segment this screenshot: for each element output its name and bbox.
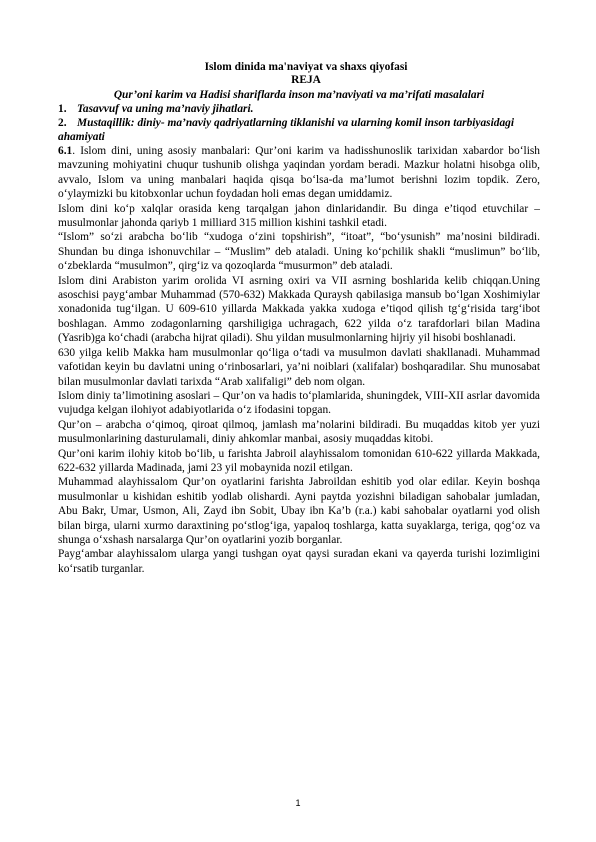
plan-item-text: Mustaqillik: diniy- ma’naviy qadriyatlarning tiklanishi va ularning komil inson tarbiyasidagi ahamiyati [58, 117, 515, 143]
plan-item [58, 102, 540, 116]
plan-item [58, 116, 540, 144]
paragraph: Qur’oni karim ilohiy kitob bo‘lib, u farishta Jabroil alayhissalom tomonidan 610-622 yillarda Makkada, 622-632 yillarda Madinada, jami 23 yil mobaynida nozil etilgan. [58, 447, 540, 474]
plan-item-number: 2. [58, 117, 67, 129]
paragraph: Islom dini ko‘p xalqlar orasida keng tarqalgan jahon dinlaridandir. Bu dinga e’tiqod etuvchilar – musulmonlar jahonda qariyb 1 milliard 315 million kishini tashkil etadi. [58, 202, 540, 230]
page-number: 1 [295, 798, 301, 808]
plan-item-text: Tasavvuf va uning ma’naviy jihatlari. [77, 103, 254, 115]
document-page [58, 61, 540, 576]
plan-item-number: 1. [58, 103, 67, 115]
paragraph-text: . Islom dini, uning asosiy manbalari: Qur’oni karim va hadisshunoslik tarixidan xabardor bo‘lish mavzuning mohiyatini chuqur tushunib olishga yaqindan yordam beradi. Mazkur holatni hisobga olib, avvalo, Islom va uning manbalari haqida qisqa bo‘lsa-da ma’lumot berishni lozim topdik. Zero, o‘ylaymizki bu kitobxonlar uchun foydadan holi emas degan umiddamiz. [58, 145, 540, 201]
paragraph: Islom dini Arabiston yarim orolida VI asrning oxiri va VII asrning boshlarida kelib chiqqan.Uning asoschisi payg‘ambar Muhammad (570-632) Makkada Quraysh qabilasiga mansub bo‘lgan Xoshimiylar xonadonida tug‘ilgan. U 609-610 yillarda Makkada yakka xudoga e’tiqod qilish tg‘g‘risida targ‘ibot boshlagan. Ammo zodagonlarning qarshiligiga uchragach, 622 yilda o‘z tarafdorlari bilan Madina (Yasrib)ga ko‘chadi (arabcha hijrat qiladi). Shu yildan musulmonlarning hijriy yil hisobi boshlanadi. [58, 274, 540, 345]
paragraph: “Islom” so‘zi arabcha bo‘lib “xudoga o‘zini topshirish”, “itoat”, “bo‘ysunish” ma’nosini bildiradi. Shundan bu dinga ishonuvchilar – “Muslim” deb ataladi. Uning ko‘pchilik shakli “muslimun” bo‘lib, o‘zbeklarda “musulmon”, qirg‘iz va qozoqlarda “musurmon” deb ataladi. [58, 231, 540, 273]
paragraph [58, 144, 540, 202]
document-title: Islom dinida ma'naviyat va shaxs qiyofasi [204, 61, 408, 73]
paragraph: Qur’on – arabcha o‘qimoq, qiroat qilmoq, jamlash ma’nolarini bildiradi. Bu muqaddas kitob yer yuzi musulmonlarining dasturulamali, diniy ahkomlar manbai, asosiy muqaddas kitobi. [58, 418, 540, 446]
section-number: 6.1 [58, 145, 73, 157]
plan-subtitle: Qur’oni karim va Hadisi shariflarda inson ma’naviyati va ma’rifati masalalari [113, 89, 485, 101]
paragraph: Islom diniy ta’limotining asoslari – Qur’on va hadis to‘plamlarida, shuningdek, VIII-XII asrlar davomida vujudga kelgan ilohiyot adabiyotlarida o‘z ifodasini topgan. [58, 389, 540, 417]
plan-heading: REJA [291, 74, 321, 86]
paragraph: Payg‘ambar alayhissalom ularga yangi tushgan oyat qaysi suradan ekani va qayerda turishi lozimligini ko‘rsatib turganlar. [58, 548, 540, 575]
paragraph: 630 yilga kelib Makka ham musulmonlar qo‘liga o‘tadi va musulmon davlati shakllanadi. Muhammad vafotidan keyin bu davlatni uning o‘rinbosarlari, ya’ni noiblari (xalifalar) boshqaradilar. Shu munosabat bilan musulmonlar davlati tarixda “Arab xalifaligi” deb nom olgan. [58, 346, 540, 388]
paragraph: Muhammad alayhissalom Qur’on oyatlarini farishta Jabroildan eshitib yod olar edilar. Keyin boshqa musulmonlar u kishidan eshitib yodlab olishardi. Ayni paytda yozishni biladigan sahobalar jumladan, Abu Bakr, Umar, Usmon, Ali, Zayd ibn Sobit, Ubay ibn Ka’b (r.a.) kabi sahobalar oyatlarni yod olish bilan birga, ularni xurmo daraxtining po‘stlog‘iga, yapaloq toshlarga, katta suyaklarga, teriga, qog‘oz va shunga o‘xshash narsalarga Qur’on oyatlarini yozib borganlar. [58, 476, 540, 546]
